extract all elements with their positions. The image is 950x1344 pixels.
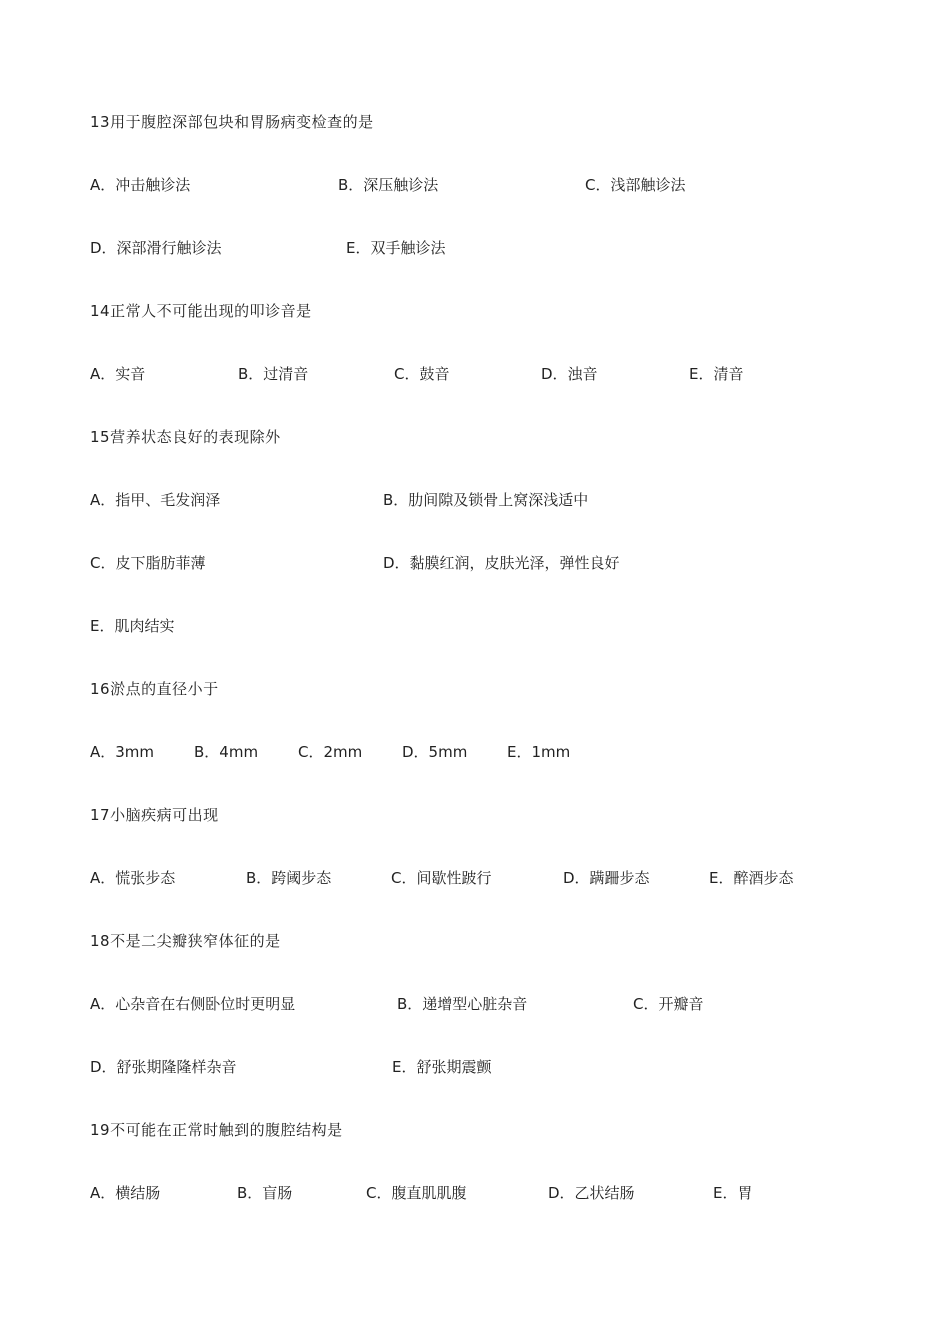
option-c: C．开瓣音 xyxy=(633,995,704,1013)
option-d: D．浊音 xyxy=(541,365,598,383)
option-d: D．乙状结肠 xyxy=(548,1184,635,1202)
option-e: E．双手触诊法 xyxy=(346,239,446,257)
question-16-stem: 16淤点的直径小于 xyxy=(90,680,219,698)
option-a: A．指甲、毛发润泽 xyxy=(90,491,221,509)
question-19-stem: 19不可能在正常时触到的腹腔结构是 xyxy=(90,1121,343,1139)
question-14-stem: 14正常人不可能出现的叩诊音是 xyxy=(90,302,312,320)
option-a: A．冲击触诊法 xyxy=(90,176,191,194)
option-e: E．1mm xyxy=(507,743,571,761)
question-18-stem: 18不是二尖瓣狭窄体征的是 xyxy=(90,932,281,950)
option-e: E．肌肉结实 xyxy=(90,617,175,635)
option-b: B．递增型心脏杂音 xyxy=(397,995,528,1013)
option-a: A．实音 xyxy=(90,365,146,383)
option-d: D．5mm xyxy=(402,743,468,761)
option-d: D．蹒跚步态 xyxy=(563,869,650,887)
option-d: D．黏膜红润，皮肤光泽，弹性良好 xyxy=(383,554,620,572)
option-b: B．跨阈步态 xyxy=(246,869,332,887)
option-a: A．横结肠 xyxy=(90,1184,161,1202)
option-b: B．肋间隙及锁骨上窝深浅适中 xyxy=(383,491,589,509)
option-b: B．盲肠 xyxy=(237,1184,293,1202)
option-a: A．心杂音在右侧卧位时更明显 xyxy=(90,995,296,1013)
option-e: E．醉酒步态 xyxy=(709,869,794,887)
question-13-stem: 13用于腹腔深部包块和胃肠病变检查的是 xyxy=(90,113,374,131)
question-15-stem: 15营养状态良好的表现除外 xyxy=(90,428,281,446)
option-c: C．皮下脂肪菲薄 xyxy=(90,554,206,572)
option-c: C．浅部触诊法 xyxy=(585,176,686,194)
option-b: B．4mm xyxy=(194,743,259,761)
option-c: C．2mm xyxy=(298,743,363,761)
option-b: B．过清音 xyxy=(238,365,309,383)
option-c: C．间歇性跛行 xyxy=(391,869,492,887)
option-e: E．舒张期震颤 xyxy=(392,1058,492,1076)
option-a: A．慌张步态 xyxy=(90,869,176,887)
option-d: D．舒张期隆隆样杂音 xyxy=(90,1058,237,1076)
option-c: C．腹直肌肌腹 xyxy=(366,1184,467,1202)
option-a: A．3mm xyxy=(90,743,155,761)
option-b: B．深压触诊法 xyxy=(338,176,439,194)
option-e: E．清音 xyxy=(689,365,744,383)
question-17-stem: 17小脑疾病可出现 xyxy=(90,806,219,824)
option-d: D．深部滑行触诊法 xyxy=(90,239,222,257)
option-c: C．鼓音 xyxy=(394,365,450,383)
option-e: E．胃 xyxy=(713,1184,753,1202)
